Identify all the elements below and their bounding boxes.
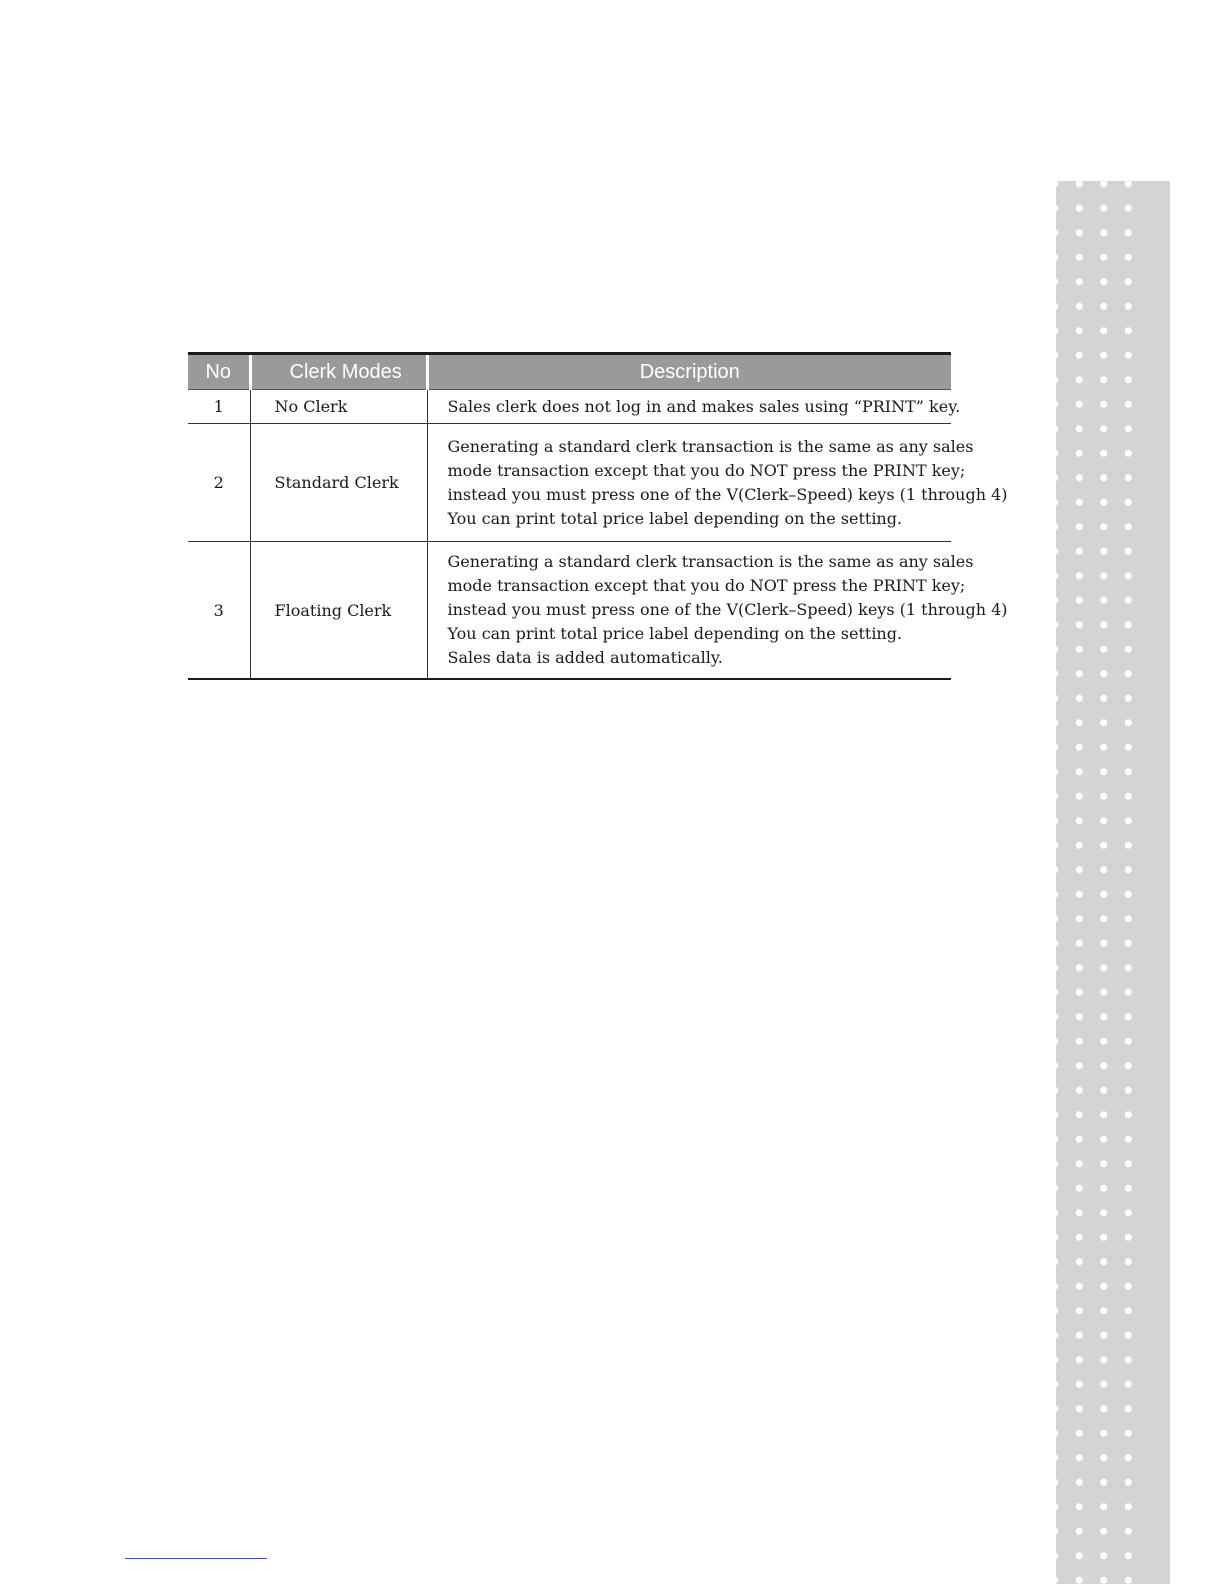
row-number: 1 bbox=[188, 390, 250, 424]
table-row bbox=[188, 424, 951, 542]
mode-description bbox=[427, 542, 1008, 680]
description-line: mode transaction except that you do NOT press the PRINT key; bbox=[447, 460, 966, 480]
description-line: You can print total price label depending on the setting. bbox=[447, 624, 903, 643]
clerk-modes-table bbox=[188, 352, 1008, 680]
header-clerk-modes: Clerk Modes bbox=[250, 354, 427, 390]
header-no: No bbox=[188, 354, 250, 390]
table-row bbox=[188, 542, 951, 680]
description-line: instead you must press one of the V(Clerk–Speed) keys (1 through 4) bbox=[447, 600, 1008, 619]
mode-description bbox=[427, 390, 961, 424]
clerk-mode-name: Standard Clerk bbox=[250, 424, 427, 542]
description-line: mode transaction except that you do NOT press the PRINT key; bbox=[447, 576, 966, 595]
description-line: Generating a standard clerk transaction is the same as any sales bbox=[447, 436, 974, 456]
description-line: Sales data is added automatically. bbox=[447, 648, 723, 667]
description-line: You can print total price label depending on the setting. bbox=[447, 508, 903, 528]
description-line: Generating a standard clerk transaction is the same as any sales bbox=[447, 552, 974, 571]
mode-description bbox=[427, 424, 1008, 542]
description-line: instead you must press one of the V(Clerk–Speed) keys (1 through 4) bbox=[447, 484, 1008, 504]
table-header-row bbox=[188, 354, 951, 390]
footer-link-rule bbox=[125, 1558, 267, 1559]
description-line: Sales clerk does not log in and makes sales using “PRINT” key. bbox=[447, 396, 961, 416]
row-number: 2 bbox=[188, 424, 250, 542]
side-dot-pattern-band bbox=[1056, 181, 1170, 1584]
clerk-mode-name: No Clerk bbox=[250, 390, 427, 424]
header-description: Description bbox=[427, 354, 951, 390]
table-row bbox=[188, 390, 951, 424]
row-number: 3 bbox=[188, 542, 250, 680]
clerk-mode-name: Floating Clerk bbox=[250, 542, 427, 680]
